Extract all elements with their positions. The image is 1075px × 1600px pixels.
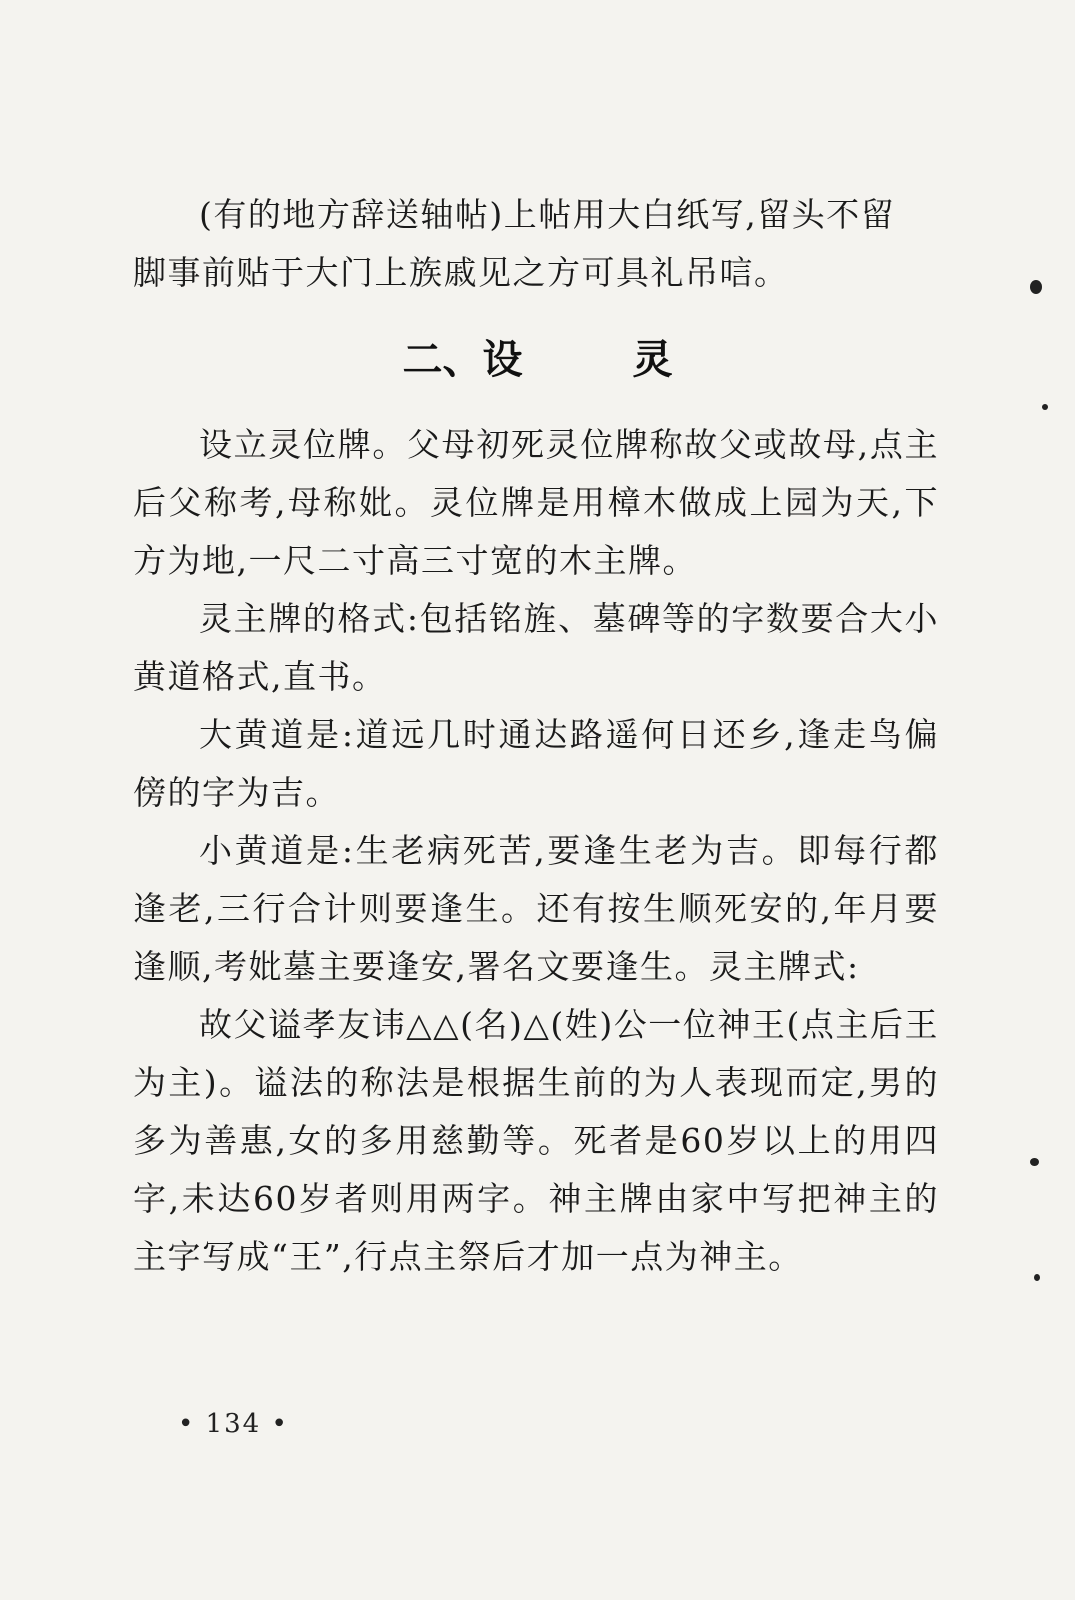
page-number: • 134 • xyxy=(178,1409,289,1439)
paragraph-tablet-format: 灵主牌的格式:包括铭旌、墓碑等的字数要合大小黄道格式,直书。 xyxy=(133,599,939,696)
section-body xyxy=(133,416,939,1286)
section-heading xyxy=(0,330,1075,390)
continued-paragraph xyxy=(133,186,939,302)
ink-speck xyxy=(1042,404,1048,410)
paragraph-small-huangdao: 小黄道是:生老病死苦,要逢生老为吉。即每行都逢老,三行合计则要逢生。还有按生顺死安的,年月要逢顺,考妣墓主要逢安,署名文要逢生。灵主牌式: xyxy=(133,831,939,986)
continued-line-1: (有的地方辞送轴帖)上帖用大白纸写,留头不留 xyxy=(199,195,896,234)
section-heading-suffix: 灵 xyxy=(632,337,673,383)
section-heading-prefix: 二、设 xyxy=(402,337,523,383)
ink-speck xyxy=(1034,1274,1040,1281)
paragraph-tablet-example: 故父谥孝友讳△△(名)△(姓)公一位神王(点主后王为主)。谥法的称法是根据生前的为人表现而定,男的多为善惠,女的多用慈勤等。死者是60岁以上的用四字,未达60岁者则用两字。神主牌由家中写把神主的主字写成“王”,行点主祭后才加一点为神主。 xyxy=(133,1005,939,1276)
paragraph-memorial-tablet: 设立灵位牌。父母初死灵位牌称故父或故母,点主后父称考,母称妣。灵位牌是用樟木做成上园为天,下方为地,一尺二寸高三寸宽的木主牌。 xyxy=(133,425,939,580)
ink-speck xyxy=(1030,1158,1039,1166)
continued-line-2: 脚事前贴于大门上族戚见之方可具礼吊唁。 xyxy=(133,253,789,292)
ink-speck xyxy=(1030,280,1042,294)
paragraph-great-huangdao: 大黄道是:道远几时通达路遥何日还乡,逢走鸟偏傍的字为吉。 xyxy=(133,715,939,812)
